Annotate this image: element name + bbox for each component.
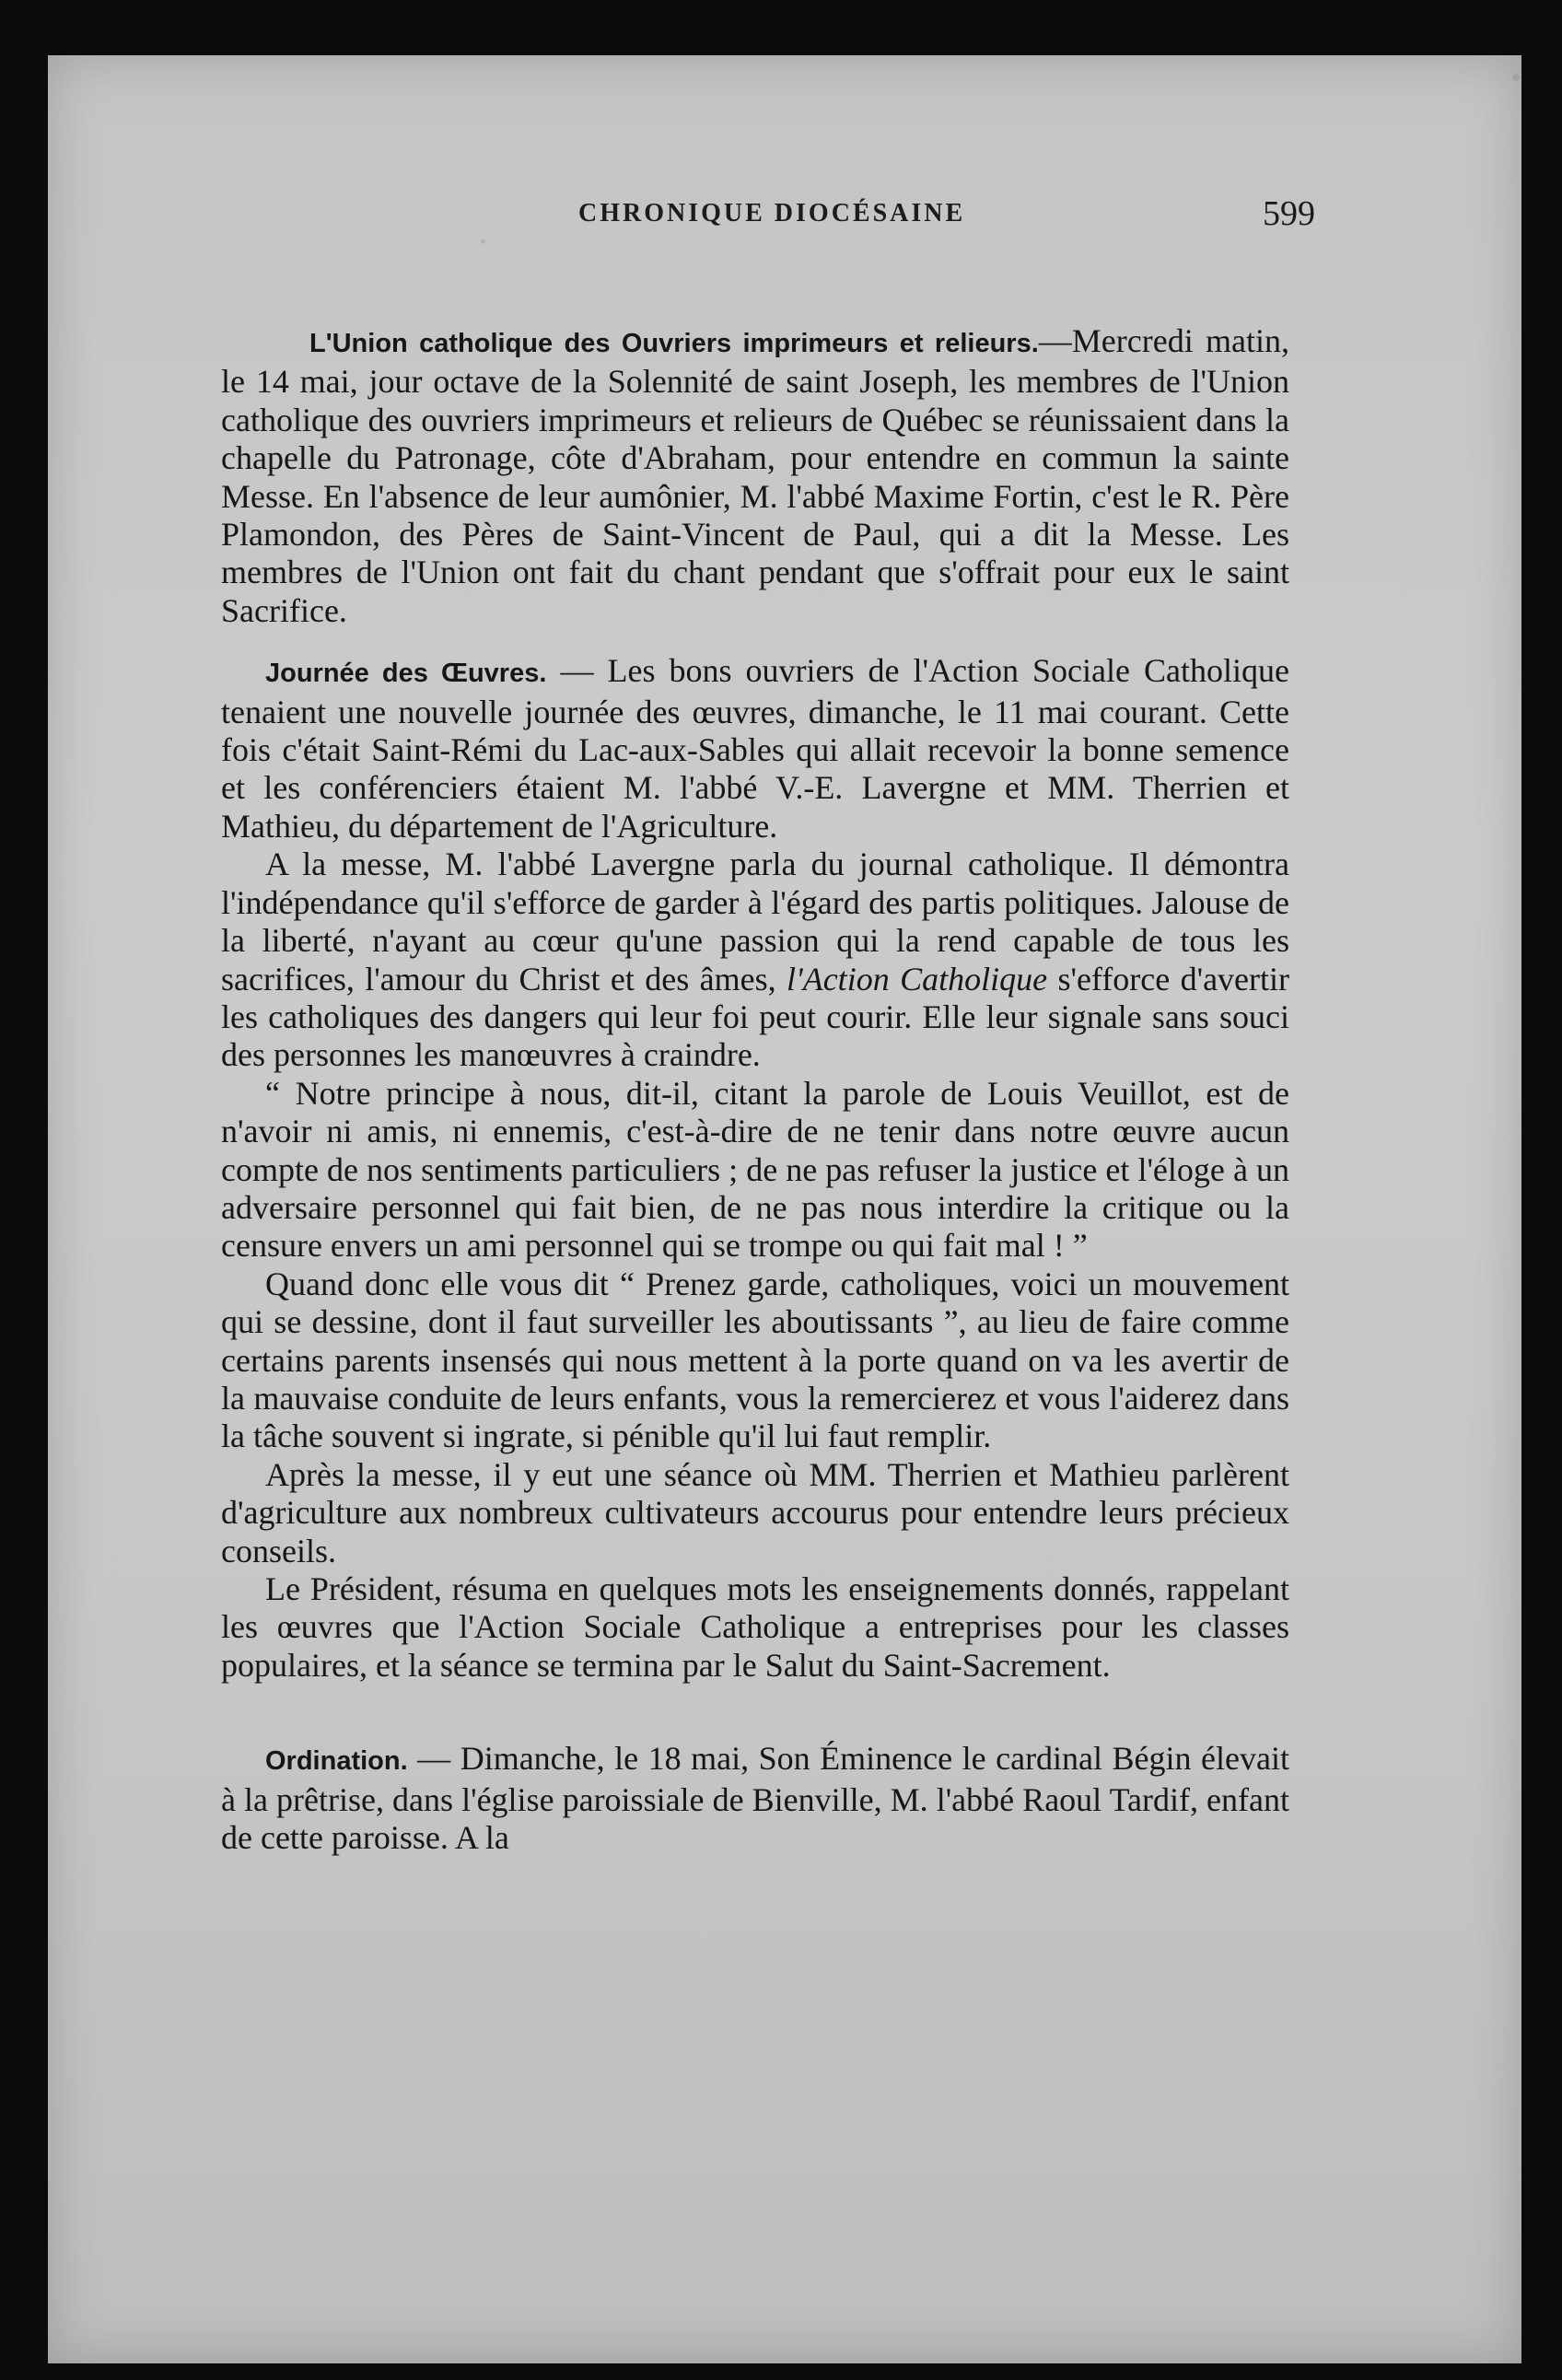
running-title: CHRONIQUE DIOCÉSAINE [578,199,966,228]
oeuvres-text-1: — Les bons ouvriers de l'Action Sociale Catholique tenaient une nouvelle journée des œuvres, dimanche, le 11 mai courant. Cette fois c'était Saint-Rémi du Lac-aux-Sables qui allait recevoir la bonne semence et les conférenciers étaient M. l'abbé V.-E. Lavergne et MM. Therrien et Mathieu, du département de l'Agriculture. [221,652,1289,845]
oeuvres-paragraph-6: Le Président, résuma en quelques mots les enseignements donnés, rappelant les œuvres que l'Action Sociale Catholique a entreprises pour les classes populaires, et la séance se termina par le Salut du Saint-Sacrement. [221,1570,1289,1684]
chronicle-body [221,322,1289,1857]
union-heading: L'Union catholique des Ouvriers imprimeurs et relieurs. [309,329,1039,358]
journal-title: l'Action Catholique [787,960,1048,998]
oeuvres-paragraph-4: Quand donc elle vous dit “ Prenez garde, catholiques, voici un mouvement qui se dessine, dont il faut surveiller les aboutissants ”, au lieu de faire comme certains parents insensés qui nous mettent à la porte quand on va les avertir de la mauvaise conduite de leurs enfants, vous la remercierez et vous l'aiderez dans la tâche souvent si ingrate, si pénible qu'il lui faut remplir. [221,1265,1289,1455]
union-paragraph [221,322,1289,630]
oeuvres-paragraph-2 [221,846,1289,1074]
page-number: 599 [1263,194,1315,233]
oeuvres-text-2b: s'efforce d'avertir les catholiques des dangers qui leur foi peut courir. Elle leur signale sans souci des personnes les manœuvres à craindre. [221,960,1290,1074]
oeuvres-text-2a: A la messe, M. l'abbé Lavergne parla du journal catholique. Il démontra l'indépendance qu'il s'efforce de garder à l'égard des partis politiques. Jalouse de la liberté, n'ayant au cœur qu'une passion qui la rend capable de tous les sacrifices, l'amour du Christ et des âmes, [221,846,1289,998]
ordination-paragraph [221,1740,1289,1857]
ordination-text: — Dimanche, le 18 mai, Son Éminence le cardinal Bégin élevait à la prêtrise, dans l'église paroissiale de Bienville, M. l'abbé Raoul Tardif, enfant de cette paroisse. A la [221,1740,1289,1857]
oeuvres-paragraph-3: “ Notre principe à nous, dit-il, citant la parole de Louis Veuillot, est de n'avoir ni amis, ni ennemis, c'est-à-dire de ne tenir dans notre œuvre aucun compte de nos sentiments particuliers ; de ne pas refuser la justice et l'éloge à un adversaire personnel qui fait bien, de ne pas nous interdire la critique ou la censure envers un ami personnel qui se trompe ou qui fait mal ! ” [221,1074,1289,1265]
ordination-heading: Ordination. [265,1746,408,1777]
page-header [238,193,1334,249]
scan-speck [1512,74,1520,81]
union-text: —Mercredi matin, le 14 mai, jour octave de la Solennité de saint Joseph, les membres de l'Union catholique des ouvriers imprimeurs et relieurs de Québec se réunissaient dans la chapelle du Patronage, côte d'Abraham, pour entendre en commun la sainte Messe. En l'absence de leur aumônier, M. l'abbé Maxime Fortin, c'est le R. Père Plamondon, des Pères de Saint-Vincent de Paul, qui a dit la Messe. Les membres de l'Union ont fait du chant pendant que s'offrait pour eux le saint Sacrifice. [221,322,1289,629]
oeuvres-heading: Journée des Œuvres. [265,659,547,689]
oeuvres-paragraph-1 [221,652,1289,846]
oeuvres-paragraph-5: Après la messe, il y eut une séance où MM. Therrien et Mathieu parlèrent d'agriculture aux nombreux cultivateurs accourus pour entendre leurs précieux conseils. [221,1455,1289,1569]
